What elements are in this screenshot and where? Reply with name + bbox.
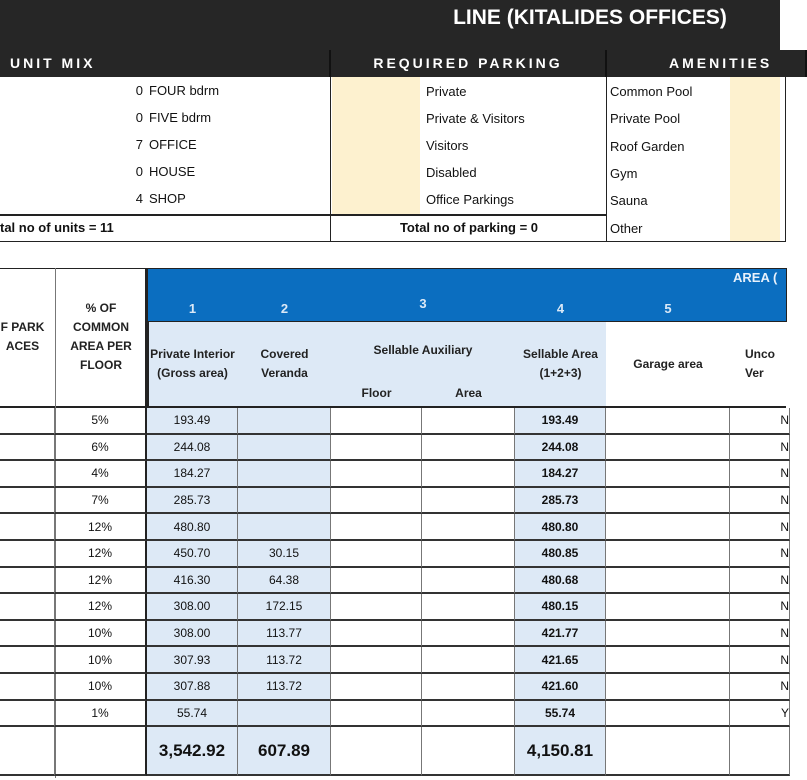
table-cell-empty[interactable] [0, 541, 55, 568]
unit-mix-item [0, 158, 330, 185]
table-cell-unc[interactable]: Y [730, 701, 790, 728]
unit-type: OFFICE [149, 137, 197, 152]
table-cell-unc[interactable]: N [730, 647, 790, 674]
table-cell-empty[interactable] [331, 461, 422, 488]
table-cell-private[interactable]: 184.27 [147, 461, 238, 488]
unit-mix-header: UNIT MIX [0, 50, 331, 77]
unit-type: FIVE bdrm [149, 110, 212, 125]
table-cell-sellable[interactable]: 55.74 [515, 701, 606, 728]
table-cell-empty[interactable] [331, 488, 422, 515]
total-cell-empty [730, 727, 790, 776]
parking-item: Visitors [426, 138, 469, 153]
table-cell-unc[interactable]: N [730, 674, 790, 701]
table-cell-pct[interactable]: 10% [55, 647, 147, 674]
table-cell-unc[interactable]: N [730, 435, 790, 462]
table-cell-pct[interactable]: 12% [55, 568, 147, 595]
unit-count: 0 [135, 83, 143, 98]
table-cell-empty[interactable] [422, 435, 515, 462]
col-number: 5 [664, 301, 672, 316]
table-cell-unc[interactable]: N [730, 621, 790, 648]
table-cell-empty[interactable] [606, 488, 730, 515]
table-cell-pct[interactable]: 10% [55, 674, 147, 701]
sellable-area-header: Sellable Area (1+2+3) [523, 347, 598, 380]
table-cell-pct[interactable]: 12% [55, 594, 147, 621]
table-cell-empty[interactable] [606, 621, 730, 648]
table-cell-covered[interactable] [238, 461, 331, 488]
table-cell-empty[interactable] [422, 488, 515, 515]
parking-item: Private & Visitors [426, 111, 525, 126]
total-cell-covered: 607.89 [238, 727, 331, 776]
table-cell-empty[interactable] [606, 594, 730, 621]
table-cell-unc[interactable]: N [730, 568, 790, 595]
parking-item: Disabled [426, 165, 477, 180]
table-cell-sellable[interactable]: 184.27 [515, 461, 606, 488]
table-cell-pct[interactable]: 7% [55, 488, 147, 515]
sellable-auxiliary-header: Sellable Auxiliary [373, 343, 473, 357]
table-cell-unc[interactable]: N [730, 408, 790, 435]
unit-count: 0 [135, 164, 143, 179]
total-cell-empty [331, 727, 422, 776]
table-cell-empty[interactable] [331, 568, 422, 595]
table-cell-unc[interactable]: N [730, 514, 790, 541]
table-cell-covered[interactable] [238, 701, 331, 728]
table-cell-empty[interactable] [422, 568, 515, 595]
table-cell-empty[interactable] [422, 408, 515, 435]
table-cell-sellable[interactable]: 193.49 [515, 408, 606, 435]
table-cell-empty[interactable] [0, 568, 55, 595]
amenity-item: Private Pool [610, 111, 681, 127]
amenity-item: Roof Garden [610, 138, 685, 154]
table-cell-covered[interactable] [238, 514, 331, 541]
table-cell-covered[interactable]: 113.72 [238, 674, 331, 701]
amenities-input-column[interactable] [730, 77, 780, 241]
amenity-item: Gym [610, 165, 638, 181]
garage-area-header: Garage area [633, 357, 703, 371]
table-cell-covered[interactable]: 30.15 [238, 541, 331, 568]
table-cell-covered[interactable]: 64.38 [238, 568, 331, 595]
table-cell-covered[interactable]: 113.77 [238, 621, 331, 648]
table-cell-empty[interactable] [0, 621, 55, 648]
table-cell-empty[interactable] [606, 647, 730, 674]
area-subheader: Area [455, 386, 482, 400]
table-cell-private[interactable]: 307.93 [147, 647, 238, 674]
table-cell-sellable[interactable]: 421.77 [515, 621, 606, 648]
table-cell-empty[interactable] [422, 461, 515, 488]
uncovered-veranda-header: Unco Ver [745, 347, 775, 380]
table-cell-unc[interactable]: N [730, 541, 790, 568]
table-cell-pct[interactable]: 1% [55, 701, 147, 728]
col-number: 3 [419, 296, 427, 311]
table-cell-sellable[interactable]: 480.85 [515, 541, 606, 568]
table-cell-empty[interactable] [606, 568, 730, 595]
table-cell-empty[interactable] [331, 408, 422, 435]
table-cell-empty[interactable] [606, 461, 730, 488]
table-cell-empty[interactable] [331, 541, 422, 568]
unit-type: SHOP [149, 191, 186, 206]
table-cell-empty[interactable] [331, 435, 422, 462]
table-cell-empty[interactable] [422, 514, 515, 541]
unit-type: HOUSE [149, 164, 196, 179]
table-cell-private[interactable]: 480.80 [147, 514, 238, 541]
table-cell-empty[interactable] [0, 488, 55, 515]
amenities-header: AMENITIES [607, 50, 807, 77]
total-cell-empty [606, 727, 730, 776]
area-header: AREA ( [733, 270, 778, 285]
table-cell-empty[interactable] [422, 647, 515, 674]
table-cell-sellable[interactable]: 480.80 [515, 514, 606, 541]
table-cell-empty[interactable] [422, 701, 515, 728]
table-cell-empty[interactable] [422, 594, 515, 621]
table-cell-sellable[interactable]: 421.60 [515, 674, 606, 701]
col-number: 2 [280, 301, 289, 316]
table-cell-sellable[interactable]: 421.65 [515, 647, 606, 674]
amenity-item: Sauna [610, 193, 648, 209]
total-cell-sellable: 4,150.81 [515, 727, 606, 776]
table-cell-private[interactable]: 308.00 [147, 594, 238, 621]
unit-mix-item [0, 185, 330, 212]
table-cell-private[interactable]: 450.70 [147, 541, 238, 568]
table-cell-empty[interactable] [0, 701, 55, 728]
table-cell-private[interactable]: 193.49 [147, 408, 238, 435]
total-cell-private: 3,542.92 [147, 727, 238, 776]
col-number: 1 [188, 301, 197, 316]
table-cell-private[interactable]: 285.73 [147, 488, 238, 515]
table-cell-empty[interactable] [0, 408, 55, 435]
floor-header: Floor [361, 386, 392, 400]
table-cell-empty[interactable] [0, 647, 55, 674]
table-cell-sellable[interactable]: 244.08 [515, 435, 606, 462]
table-cell-pct[interactable]: 10% [55, 621, 147, 648]
table-cell-empty[interactable] [422, 674, 515, 701]
table-cell-empty[interactable] [606, 514, 730, 541]
unit-total: tal no of units = 11 [0, 220, 114, 235]
total-cell-empty [422, 727, 515, 776]
table-cell-sellable[interactable]: 480.15 [515, 594, 606, 621]
amenity-item: Common Pool [610, 84, 693, 99]
table-cell-empty[interactable] [606, 408, 730, 435]
table-cell-pct[interactable]: 12% [55, 541, 147, 568]
unit-mix-item [0, 104, 330, 131]
parking-header: REQUIRED PARKING [331, 50, 607, 77]
table-cell-empty[interactable] [0, 461, 55, 488]
table-cell-empty[interactable] [331, 647, 422, 674]
table-cell-empty[interactable] [331, 621, 422, 648]
col-number: 4 [556, 301, 565, 316]
table-cell-pct[interactable]: 5% [55, 408, 147, 435]
unit-count: 4 [135, 191, 143, 206]
total-cell-empty [0, 727, 55, 776]
table-cell-empty[interactable] [606, 674, 730, 701]
unit-mix-item [0, 131, 330, 158]
table-cell-empty[interactable] [331, 514, 422, 541]
table-cell-empty[interactable] [606, 435, 730, 462]
table-cell-unc[interactable]: N [730, 488, 790, 515]
table-cell-empty[interactable] [331, 674, 422, 701]
parking-item: Office Parkings [426, 192, 514, 207]
table-cell-empty[interactable] [0, 674, 55, 701]
total-cell-empty [55, 727, 147, 776]
table-cell-covered[interactable] [238, 435, 331, 462]
table-cell-private[interactable]: 55.74 [147, 701, 238, 728]
unit-count: 0 [135, 110, 143, 125]
table-cell-private[interactable]: 307.88 [147, 674, 238, 701]
table-cell-sellable[interactable]: 285.73 [515, 488, 606, 515]
table-cell-empty[interactable] [331, 701, 422, 728]
table-cell-unc[interactable]: N [730, 461, 790, 488]
table-cell-empty[interactable] [422, 541, 515, 568]
table-cell-unc[interactable]: N [730, 594, 790, 621]
unit-mix-item [0, 77, 330, 104]
table-cell-empty[interactable] [606, 541, 730, 568]
park-spaces-header: F PARK ACES [0, 320, 45, 353]
table-cell-empty[interactable] [0, 594, 55, 621]
parking-input-column[interactable] [332, 77, 420, 214]
table-cell-empty[interactable] [0, 435, 55, 462]
table-cell-private[interactable]: 308.00 [147, 621, 238, 648]
table-cell-covered[interactable]: 113.72 [238, 647, 331, 674]
table-cell-covered[interactable] [238, 408, 331, 435]
table-cell-empty[interactable] [331, 594, 422, 621]
unit-type: FOUR bdrm [149, 83, 220, 98]
table-cell-pct[interactable]: 6% [55, 435, 147, 462]
table-cell-empty[interactable] [0, 514, 55, 541]
table-cell-private[interactable]: 244.08 [147, 435, 238, 462]
amenity-item: Other [610, 220, 643, 236]
table-cell-empty[interactable] [422, 621, 515, 648]
private-interior-header: Private Interior (Gross area) [150, 347, 235, 380]
table-cell-private[interactable]: 416.30 [147, 568, 238, 595]
unit-count: 7 [135, 137, 143, 152]
sheet-title: LINE (KITALIDES OFFICES) [453, 6, 727, 29]
table-cell-pct[interactable]: 4% [55, 461, 147, 488]
table-cell-covered[interactable]: 172.15 [238, 594, 331, 621]
parking-item: Private [426, 84, 467, 99]
table-cell-covered[interactable] [238, 488, 331, 515]
covered-veranda-header: Covered Veranda [260, 347, 309, 380]
table-cell-sellable[interactable]: 480.68 [515, 568, 606, 595]
table-cell-pct[interactable]: 12% [55, 514, 147, 541]
parking-total: Total no of parking = 0 [399, 220, 539, 235]
common-area-header: % OF COMMON AREA PER FLOOR [70, 301, 132, 372]
table-cell-empty[interactable] [606, 701, 730, 728]
